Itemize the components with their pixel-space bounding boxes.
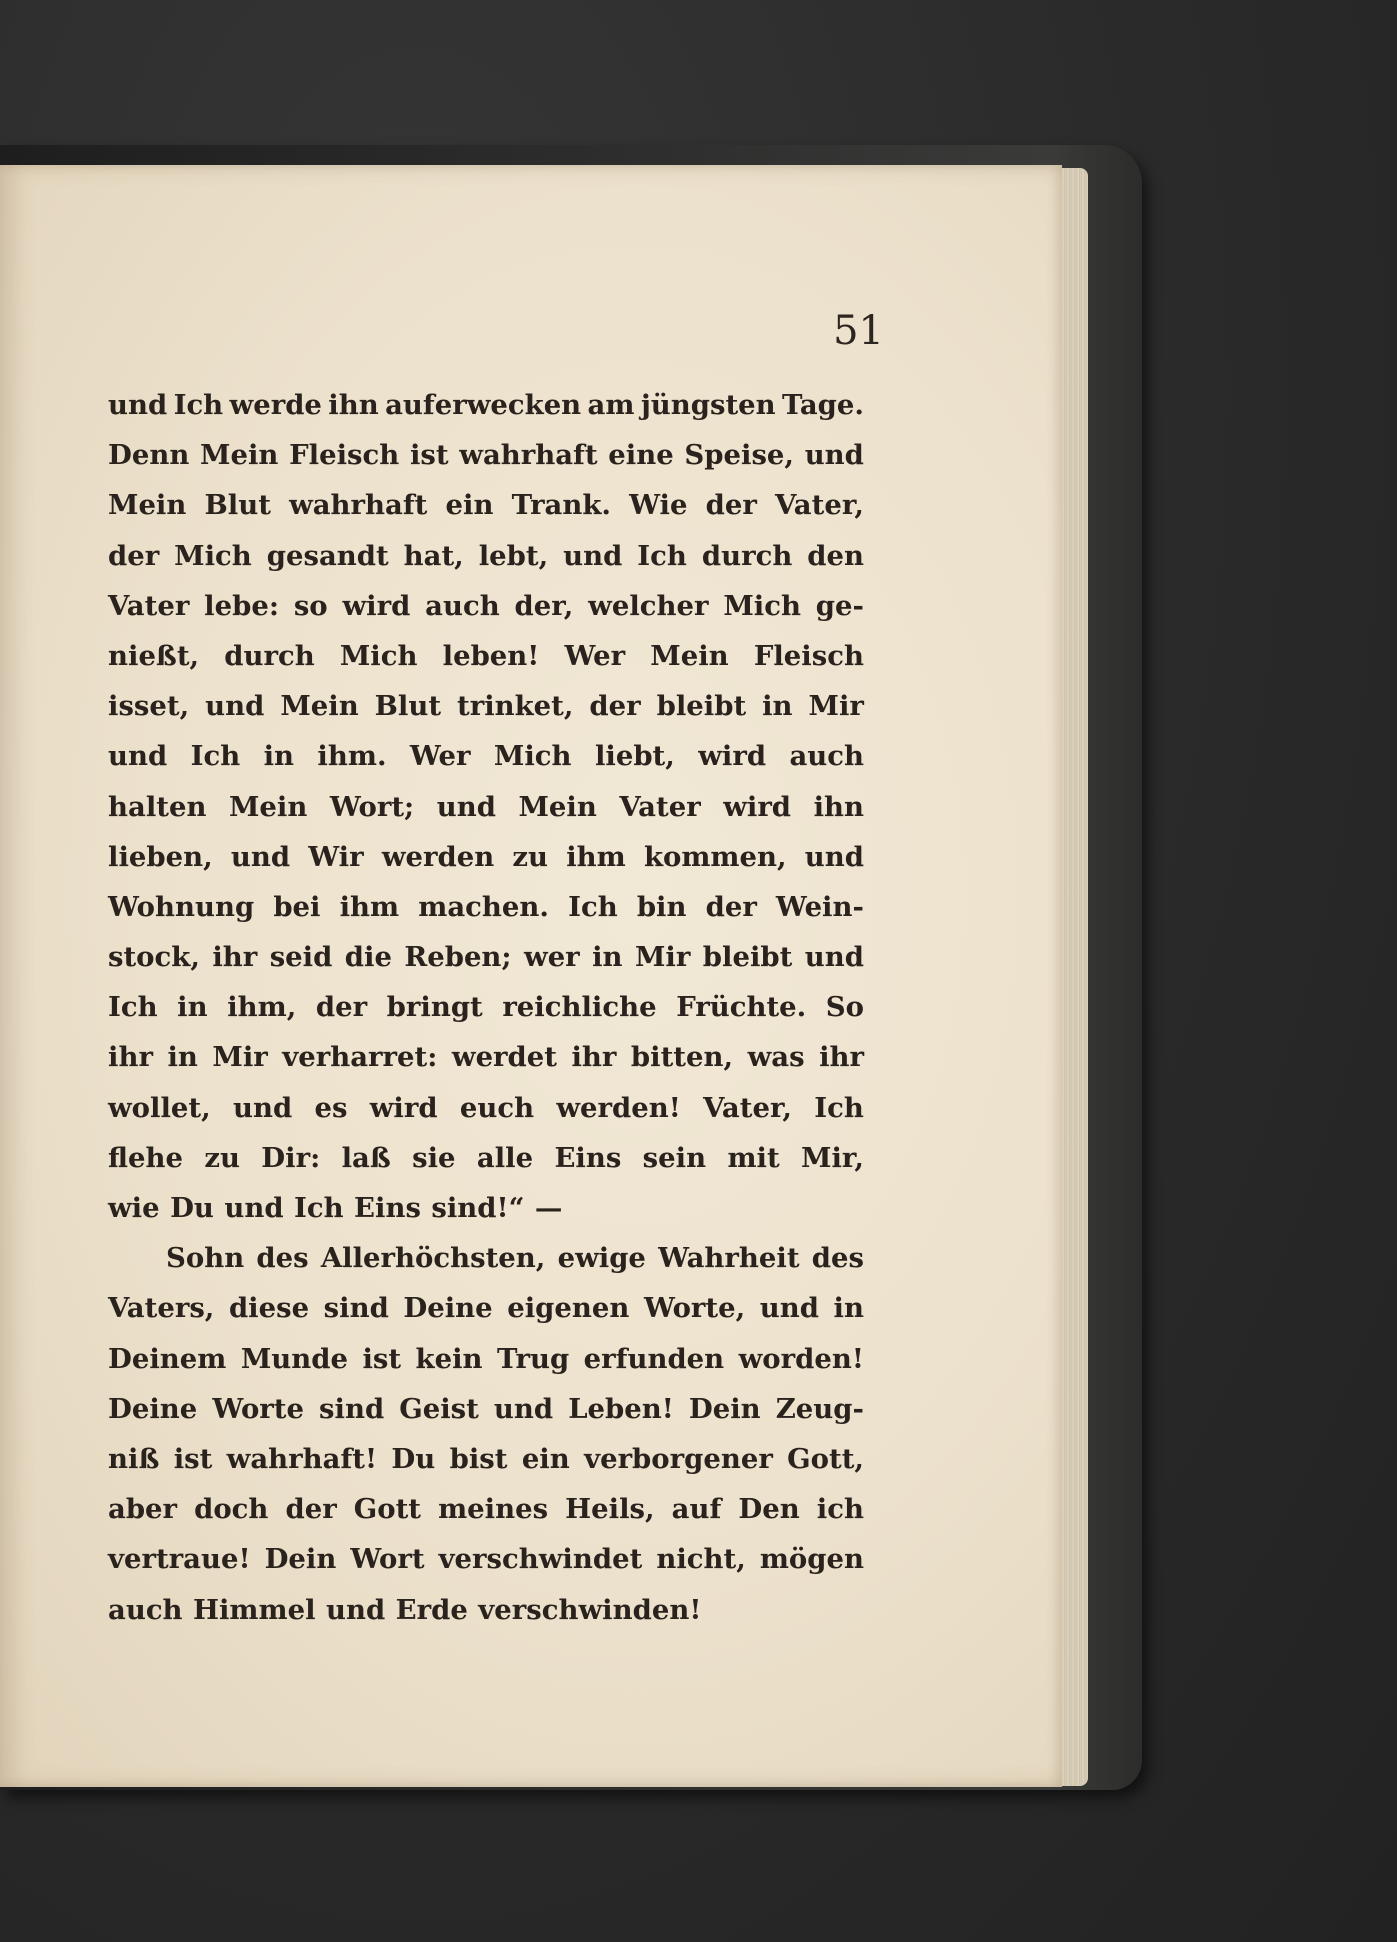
text-line: flehe zu Dir: laß sie alle Eins sein mit Mir, <box>108 1141 864 1174</box>
text-line: der Mich gesandt hat, lebt, und Ich durch den <box>108 539 864 572</box>
text-line: lieben, und Wir werden zu ihm kommen, und <box>108 840 864 873</box>
text-line: und Ich in ihm. Wer Mich liebt, wird auch <box>108 740 864 773</box>
text-line: aber doch der Gott meines Heils, auf Den ich <box>108 1493 864 1526</box>
text-line: niß ist wahrhaft! Du bist ein verborgener Gott, <box>108 1442 864 1475</box>
text-block <box>108 380 864 1635</box>
text-line: nießt, durch Mich leben! Wer Mein Fleisch <box>108 639 864 672</box>
text-line: wie Du und Ich Eins sind!“ — <box>108 1192 563 1224</box>
page-number: 51 <box>833 308 884 354</box>
text-line: halten Mein Wort; und Mein Vater wird ihn <box>108 790 864 823</box>
text-line: wollet, und es wird euch werden! Vater, Ich <box>108 1091 864 1124</box>
text-line: Ich in ihm, der bringt reichliche Früchte. So <box>108 991 864 1024</box>
text-line: ihr in Mir verharret: werdet ihr bitten, was ihr <box>108 1041 864 1074</box>
text-line: Vaters, diese sind Deine eigenen Worte, und in <box>108 1292 864 1325</box>
text-line: vertraue! Dein Wort verschwindet nicht, mögen <box>108 1543 864 1576</box>
text-line: Sohn des Allerhöchsten, ewige Wahrheit des <box>166 1242 864 1275</box>
text-line: Deinem Munde ist kein Trug erfunden worden! <box>108 1342 864 1375</box>
text-line: auch Himmel und Erde verschwinden! <box>108 1593 702 1626</box>
text-line: Mein Blut wahrhaft ein Trank. Wie der Vater, <box>108 489 864 522</box>
text-line: stock, ihr seid die Reben; wer in Mir bleibt und <box>108 941 864 974</box>
text-line: Vater lebe: so wird auch der, welcher Mich ge- <box>108 589 864 622</box>
text-line: isset, und Mein Blut trinket, der bleibt in Mir <box>108 690 864 723</box>
text-line: und Ich werde ihn auferwecken am jüngsten Tage. <box>108 389 864 421</box>
text-line: Wohnung bei ihm machen. Ich bin der Wein- <box>108 890 864 923</box>
text-line: Deine Worte sind Geist und Leben! Dein Zeug- <box>108 1392 864 1425</box>
text-line: Denn Mein Fleisch ist wahrhaft eine Speise, und <box>108 439 864 472</box>
